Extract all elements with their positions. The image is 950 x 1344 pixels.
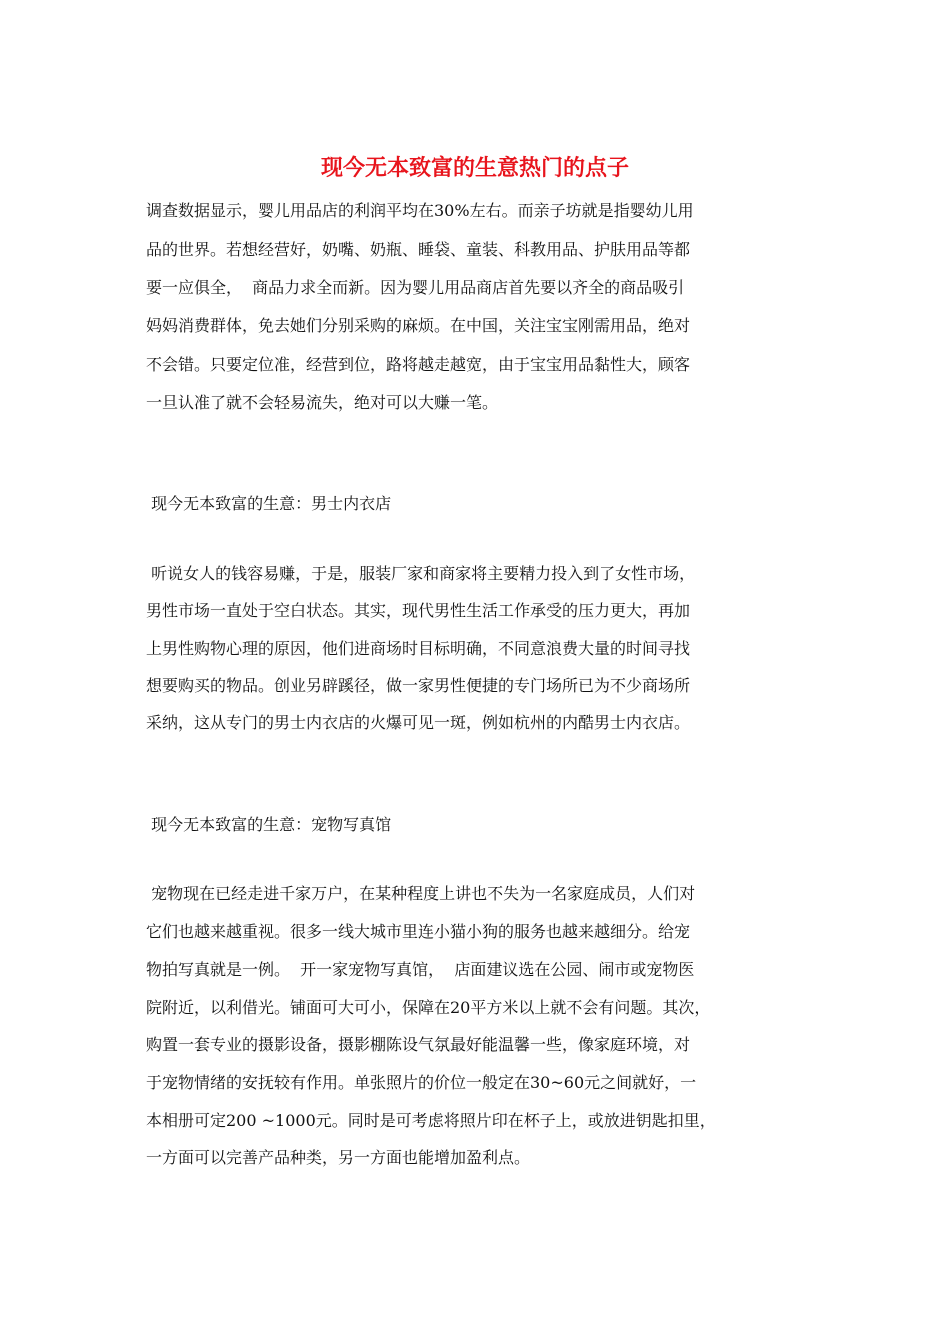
section2-line: 它们也越来越重视。很多一线大城市里连小猫小狗的服务也越来越细分。给宠: [146, 922, 691, 941]
section2-line: 于宠物情绪的安抚较有作用。单张照片的价位一般定在30~60元之间就好，一: [146, 1073, 697, 1092]
section2-line: 物拍写真就是一例。 开一家宠物写真馆， 店面建议选在公园、闹市或宠物医: [146, 960, 695, 979]
intro-line: 要一应俱全， 商品力求全而新。因为婴儿用品商店首先要以齐全的商品吸引: [146, 278, 685, 297]
intro-line: 妈妈消费群体，免去她们分别采购的麻烦。在中国，关注宝宝刚需用品，绝对: [146, 316, 691, 335]
section2-line: 宠物现在已经走进千家万户，在某种程度上讲也不失为一名家庭成员，人们对: [146, 884, 696, 903]
section1-line: 上男性购物心理的原因，他们进商场时目标明确，不同意浪费大量的时间寻找: [146, 639, 691, 658]
section-heading-mens-underwear: 现今无本致富的生意：男士内衣店: [146, 494, 392, 513]
intro-line: 不会错。只要定位准，经营到位，路将越走越宽，由于宝宝用品黏性大，顾客: [146, 355, 691, 374]
section1-line: 听说女人的钱容易赚，于是，服装厂家和商家将主要精力投入到了女性市场，: [146, 564, 696, 583]
section1-line: 采纳，这从专门的男士内衣店的火爆可见一斑，例如杭州的内酷男士内衣店。: [146, 713, 691, 732]
intro-line: 品的世界。若想经营好，奶嘴、奶瓶、睡袋、童装、科教用品、护肤用品等都: [146, 240, 691, 259]
section1-line: 男性市场一直处于空白状态。其实，现代男性生活工作承受的压力更大，再加: [146, 601, 691, 620]
section-heading-pet-photo: 现今无本致富的生意：宠物写真馆: [146, 815, 392, 834]
intro-line: 一旦认准了就不会轻易流失，绝对可以大赚一笔。: [146, 393, 499, 412]
section2-line: 购置一套专业的摄影设备，摄影棚陈设气氛最好能温馨一些，像家庭环境，对: [146, 1035, 691, 1054]
intro-line: 调查数据显示，婴儿用品店的利润平均在30%左右。而亲子坊就是指婴幼儿用: [146, 201, 694, 220]
section2-line: 院附近，以利借光。铺面可大可小，保障在20平方米以上就不会有问题。其次，: [146, 998, 711, 1017]
section1-line: 想要购买的物品。创业另辟蹊径，做一家男性便捷的专门场所已为不少商场所: [146, 676, 691, 695]
document-title: 现今无本致富的生意热门的点子: [320, 155, 629, 181]
section2-line: 一方面可以完善产品种类，另一方面也能增加盈利点。: [146, 1148, 531, 1167]
section2-line: 本相册可定200 ~1000元。同时是可考虑将照片印在杯子上，或放进钥匙扣里，: [146, 1111, 716, 1130]
